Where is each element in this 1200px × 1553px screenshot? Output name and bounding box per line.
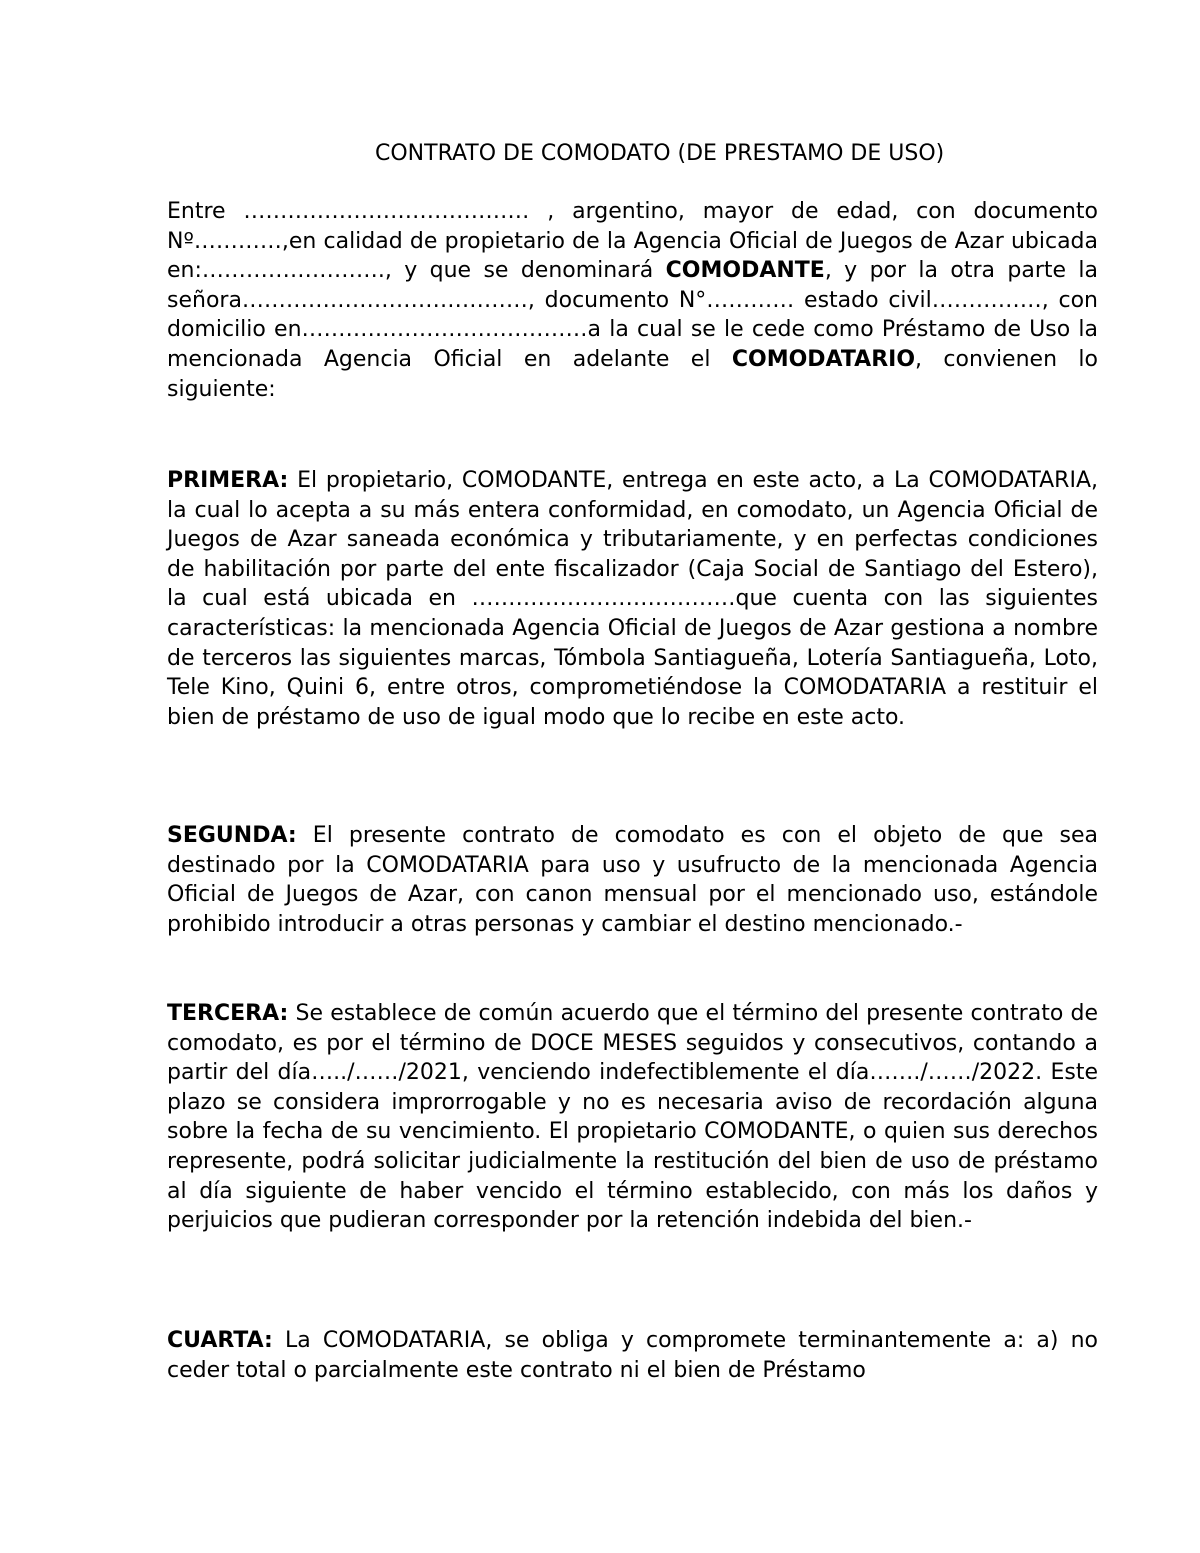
comodante-term: COMODANTE (665, 258, 825, 284)
clause-tercera (167, 999, 1098, 1236)
clause-segunda-text: El presente contrato de comodato es con el objeto de que sea destinado por la COMODATARIA para uso y usufructo de la mencionada Agencia Oficial de Juegos de Azar, con canon mensual por el mencionado uso, estándole prohibido introducir a otras personas y cambiar el destino mencionado.- (167, 823, 1098, 937)
comodatario-term: COMODATARIO (731, 346, 916, 372)
clause-cuarta-label: CUARTA: (167, 1328, 273, 1353)
clause-primera (167, 466, 1098, 732)
clause-tercera-label: TERCERA: (167, 1001, 289, 1026)
clause-cuarta-text: La COMODATARIA, se obliga y compromete terminantemente a: a) no ceder total o parcialmente este contrato ni el bien de Préstamo (167, 1328, 1098, 1383)
document-title: CONTRATO DE COMODATO (DE PRESTAMO DE USO) (375, 141, 945, 166)
clause-cuarta (167, 1326, 1098, 1385)
clause-segunda-label: SEGUNDA: (167, 823, 297, 848)
intro-text-1: Entre ………………………………… , argentino, mayor de edad, con documento Nº…………,en calidad de propietario de la Agencia Oficial de Juegos de Azar ubicada en:……………………., y que se denominará (167, 199, 1098, 284)
intro-paragraph (167, 197, 1098, 404)
intro-text-2: , y por la otra parte la señora…………………………………, documento N°………… estado civil……………, con domicilio en…………………………………a la cual se le cede como Préstamo de Uso la mencionada Agencia Oficial en adelante el (167, 258, 1098, 372)
clause-tercera-text: Se establece de común acuerdo que el término del presente contrato de comodato, es por el término de DOCE MESES seguidos y consecutivos, contando a partir del día…../……/2021, venciendo indefectiblemente el día……./……/2022. Este plazo se considera improrrogable y no es necesaria aviso de recordación alguna sobre la fecha de su vencimiento. El propietario COMODANTE, o quien sus derechos represente, podrá solicitar judicialmente la restitución del bien de uso de préstamo al día siguiente de haber vencido el término establecido, con más los daños y perjuicios que pudieran corresponder por la retención indebida del bien.- (167, 1001, 1098, 1234)
intro-text-3: , convienen lo siguiente: (167, 346, 1098, 402)
clause-primera-text: El propietario, COMODANTE, entrega en este acto, a La COMODATARIA, la cual lo acepta a su más entera conformidad, en comodato, un Agencia Oficial de Juegos de Azar saneada económica y tributariamente, y en perfectas condiciones de habilitación por parte del ente fiscalizador (Caja Social de Santiago del Estero), la cual está ubicada en ………………………………que cuenta con las siguientes características: la mencionada Agencia Oficial de Juegos de Azar gestiona a nombre de terceros las siguientes marcas, Tómbola Santiagueña, Lotería Santiagueña, Loto, Tele Kino, Quini 6, entre otros, comprometiéndose la COMODATARIA a restituir el bien de préstamo de uso de igual modo que lo recibe en este acto. (167, 468, 1098, 730)
clause-primera-label: PRIMERA: (167, 468, 289, 493)
clause-segunda (167, 821, 1098, 939)
document-page (167, 0, 1098, 1553)
